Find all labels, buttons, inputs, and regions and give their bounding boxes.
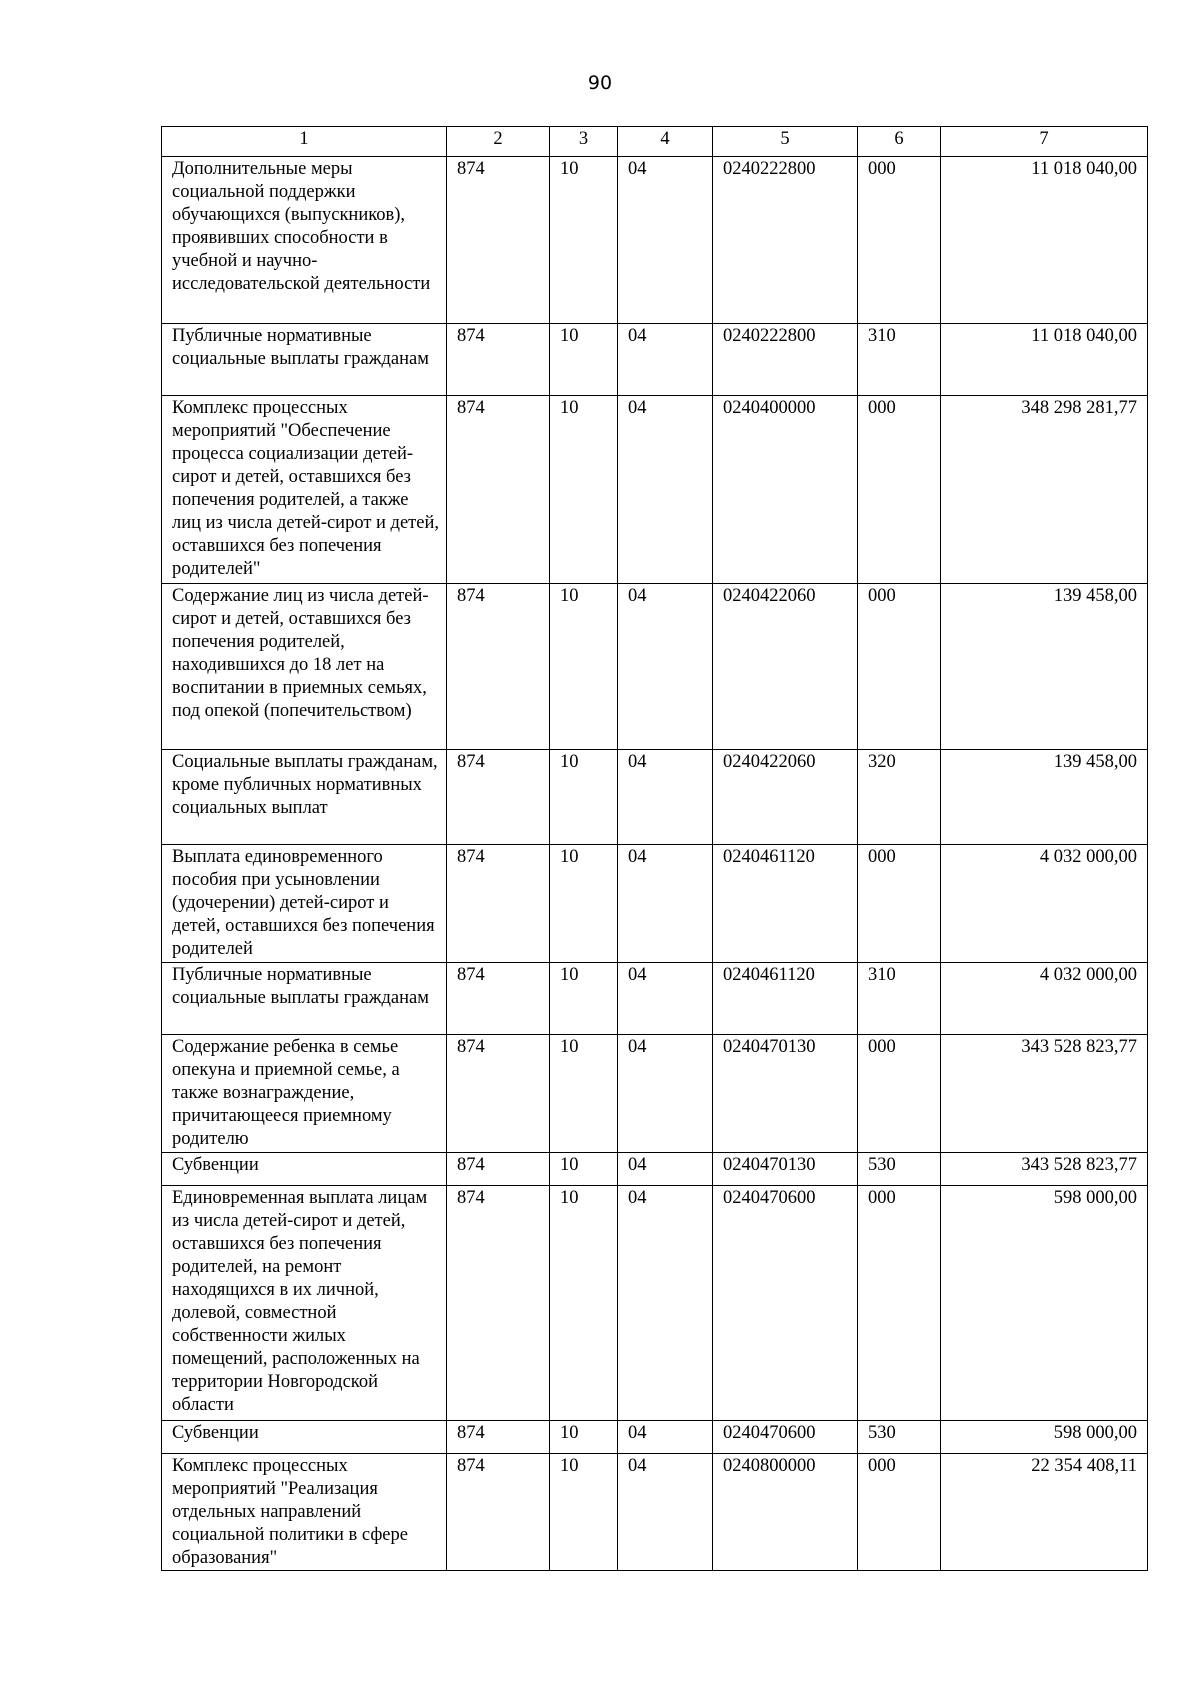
- row-col-5: 0240400000: [713, 396, 858, 584]
- row-sum: 4 032 000,00: [941, 845, 1148, 963]
- row-name: Содержание лиц из числа детей-сирот и детей, оставшихся без попечения родителей, находившихся до 18 лет на воспитании в приемных семьях, под опекой (попечительством): [162, 584, 447, 750]
- row-col-6: 320: [858, 750, 941, 845]
- header-col-4: 4: [618, 127, 713, 157]
- row-col-2: 874: [447, 1454, 550, 1571]
- row-col-4: 04: [618, 1153, 713, 1186]
- row-col-5: 0240461120: [713, 845, 858, 963]
- table-row: [162, 157, 1148, 324]
- row-name: Комплекс процессных мероприятий "Обеспечение процесса социализации детей-сирот и детей, оставшихся без попечения родителей, а также лиц из числа детей-сирот и детей, оставшихся без попечения родителей": [162, 396, 447, 584]
- row-col-2: 874: [447, 845, 550, 963]
- table-row: [162, 750, 1148, 845]
- row-col-3: 10: [550, 1153, 618, 1186]
- row-col-5: 0240800000: [713, 1454, 858, 1571]
- row-sum: 22 354 408,11: [941, 1454, 1148, 1571]
- row-col-2: 874: [447, 1035, 550, 1153]
- row-col-5: 0240470600: [713, 1186, 858, 1421]
- row-sum: 348 298 281,77: [941, 396, 1148, 584]
- row-col-3: 10: [550, 1454, 618, 1571]
- table-row: [162, 324, 1148, 396]
- row-col-2: 874: [447, 963, 550, 1035]
- row-col-6: 310: [858, 324, 941, 396]
- row-col-4: 04: [618, 157, 713, 324]
- table-row: [162, 584, 1148, 750]
- row-col-4: 04: [618, 584, 713, 750]
- row-col-6: 530: [858, 1421, 941, 1454]
- table-row: [162, 1035, 1148, 1153]
- header-col-2: 2: [447, 127, 550, 157]
- row-col-3: 10: [550, 584, 618, 750]
- row-col-5: 0240422060: [713, 584, 858, 750]
- row-name: Субвенции: [162, 1421, 447, 1454]
- row-col-2: 874: [447, 324, 550, 396]
- row-sum: 4 032 000,00: [941, 963, 1148, 1035]
- row-sum: 139 458,00: [941, 750, 1148, 845]
- row-col-6: 000: [858, 1186, 941, 1421]
- header-col-3: 3: [550, 127, 618, 157]
- table-row: [162, 1454, 1148, 1571]
- row-col-4: 04: [618, 1454, 713, 1571]
- row-name: Субвенции: [162, 1153, 447, 1186]
- table-row: [162, 963, 1148, 1035]
- table-row: [162, 1153, 1148, 1186]
- row-col-2: 874: [447, 157, 550, 324]
- row-name: Единовременная выплата лицам из числа детей-сирот и детей, оставшихся без попечения родителей, на ремонт находящихся в их личной, долевой, совместной собственности жилых помещений, расположенных на территории Новгородской области: [162, 1186, 447, 1421]
- row-col-6: 000: [858, 157, 941, 324]
- header-col-5: 5: [713, 127, 858, 157]
- row-name: Дополнительные меры социальной поддержки обучающихся (выпускников), проявивших способности в учебной и научно-исследовательской деятельности: [162, 157, 447, 324]
- row-col-6: 000: [858, 584, 941, 750]
- table-row: [162, 396, 1148, 584]
- row-col-4: 04: [618, 1421, 713, 1454]
- row-col-5: 0240222800: [713, 324, 858, 396]
- header-row: [162, 127, 1148, 157]
- row-sum: 343 528 823,77: [941, 1153, 1148, 1186]
- table-row: [162, 845, 1148, 963]
- row-col-4: 04: [618, 324, 713, 396]
- row-col-6: 310: [858, 963, 941, 1035]
- row-col-3: 10: [550, 396, 618, 584]
- row-col-5: 0240470600: [713, 1421, 858, 1454]
- row-col-6: 000: [858, 1454, 941, 1571]
- table-row: [162, 1186, 1148, 1421]
- row-col-6: 000: [858, 845, 941, 963]
- header-col-6: 6: [858, 127, 941, 157]
- row-col-3: 10: [550, 1186, 618, 1421]
- row-col-3: 10: [550, 1421, 618, 1454]
- row-col-4: 04: [618, 963, 713, 1035]
- budget-table: [161, 126, 1148, 1571]
- row-col-5: 0240470130: [713, 1153, 858, 1186]
- table-row: [162, 1421, 1148, 1454]
- row-col-3: 10: [550, 1035, 618, 1153]
- row-col-5: 0240461120: [713, 963, 858, 1035]
- row-col-3: 10: [550, 845, 618, 963]
- row-name: Содержание ребенка в семье опекуна и приемной семье, а также вознаграждение, причитающееся приемному родителю: [162, 1035, 447, 1153]
- row-col-3: 10: [550, 750, 618, 845]
- row-sum: 11 018 040,00: [941, 324, 1148, 396]
- row-name: Социальные выплаты гражданам, кроме публичных нормативных социальных выплат: [162, 750, 447, 845]
- row-name: Публичные нормативные социальные выплаты гражданам: [162, 324, 447, 396]
- row-col-2: 874: [447, 750, 550, 845]
- page-number: 90: [587, 72, 613, 94]
- row-col-2: 874: [447, 396, 550, 584]
- row-col-2: 874: [447, 1421, 550, 1454]
- row-sum: 343 528 823,77: [941, 1035, 1148, 1153]
- row-sum: 139 458,00: [941, 584, 1148, 750]
- row-col-5: 0240222800: [713, 157, 858, 324]
- row-col-5: 0240422060: [713, 750, 858, 845]
- row-col-4: 04: [618, 1035, 713, 1153]
- row-sum: 598 000,00: [941, 1421, 1148, 1454]
- row-sum: 598 000,00: [941, 1186, 1148, 1421]
- row-col-4: 04: [618, 845, 713, 963]
- row-col-2: 874: [447, 584, 550, 750]
- row-col-5: 0240470130: [713, 1035, 858, 1153]
- row-name: Комплекс процессных мероприятий "Реализация отдельных направлений социальной политики в сфере образования": [162, 1454, 447, 1571]
- row-col-2: 874: [447, 1186, 550, 1421]
- row-col-3: 10: [550, 963, 618, 1035]
- row-col-6: 000: [858, 396, 941, 584]
- row-col-3: 10: [550, 157, 618, 324]
- row-col-4: 04: [618, 396, 713, 584]
- row-col-4: 04: [618, 750, 713, 845]
- row-col-3: 10: [550, 324, 618, 396]
- header-col-7: 7: [941, 127, 1148, 157]
- row-name: Публичные нормативные социальные выплаты гражданам: [162, 963, 447, 1035]
- row-col-6: 530: [858, 1153, 941, 1186]
- header-col-1: 1: [162, 127, 447, 157]
- row-sum: 11 018 040,00: [941, 157, 1148, 324]
- row-col-2: 874: [447, 1153, 550, 1186]
- row-name: Выплата единовременного пособия при усыновлении (удочерении) детей-сирот и детей, оставшихся без попечения родителей: [162, 845, 447, 963]
- row-col-6: 000: [858, 1035, 941, 1153]
- row-col-4: 04: [618, 1186, 713, 1421]
